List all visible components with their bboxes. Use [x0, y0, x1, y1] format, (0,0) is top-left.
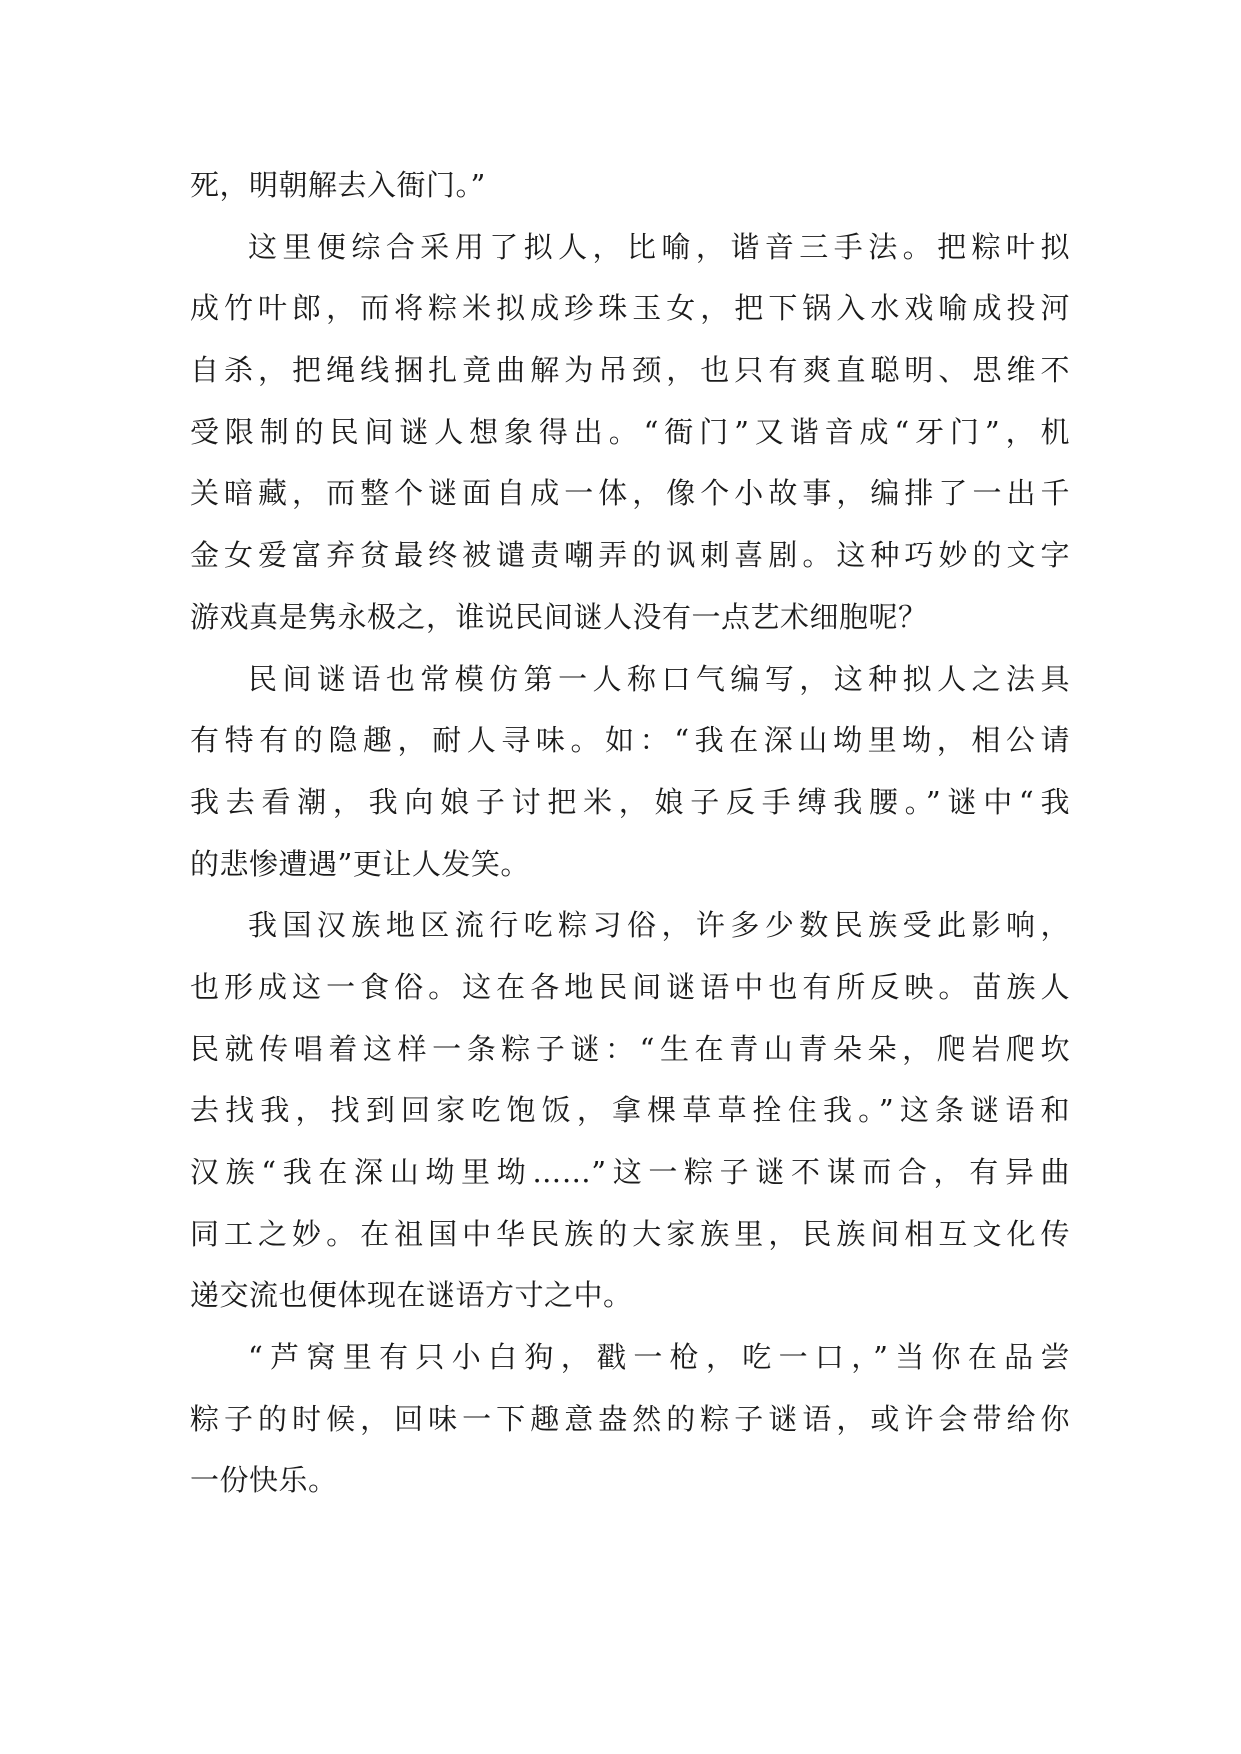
text-line: 一份快乐。: [190, 1463, 338, 1498]
text-line: 的悲惨遭遇”更让人发笑。: [190, 846, 530, 881]
text-line: 有特有的隐趣，耐人寻味。如：“我在深山坳里坳，相公请: [190, 723, 1070, 758]
text-line: 递交流也便体现在谜语方寸之中。: [190, 1278, 633, 1313]
text-line: 我国汉族地区流行吃粽习俗，许多少数民族受此影响，: [248, 908, 1070, 943]
text-line: 死，明朝解去入衙门。”: [190, 168, 486, 202]
text-line: “芦窝里有只小白狗，戳一枪，吃一口，”当你在品尝: [248, 1340, 1070, 1375]
text-line: 游戏真是隽永极之，谁说民间谜人没有一点艺术细胞呢？: [190, 599, 928, 634]
text-line: 自杀，把绳线捆扎竟曲解为吊颈，也只有爽直聪明、思维不: [190, 353, 1070, 388]
text-line: 同工之妙。在祖国中华民族的大家族里，民族间相互文化传: [190, 1216, 1070, 1251]
text-line: 民间谜语也常模仿第一人称口气编写，这种拟人之法具: [248, 661, 1070, 696]
text-line: 去找我，找到回家吃饱饭，拿棵草草拴住我。”这条谜语和: [190, 1093, 1070, 1128]
text-line: 汉族“我在深山坳里坳……”这一粽子谜不谋而合，有异曲: [190, 1155, 1070, 1189]
text-line: 民就传唱着这样一条粽子谜：“生在青山青朵朵，爬岩爬坎: [190, 1031, 1070, 1066]
document-body: [190, 155, 1070, 1512]
text-line: 金女爱富弃贫最终被谴责嘲弄的讽刺喜剧。这种巧妙的文字: [190, 538, 1070, 573]
text-line: 受限制的民间谜人想象得出。“衙门”又谐音成“牙门”，机: [190, 414, 1070, 449]
text-line: 粽子的时候，回味一下趣意盎然的粽子谜语，或许会带给你: [190, 1401, 1070, 1436]
text-line: 也形成这一食俗。这在各地民间谜语中也有所反映。苗族人: [190, 969, 1070, 1004]
text-line: 这里便综合采用了拟人，比喻，谐音三手法。把粽叶拟: [248, 229, 1070, 264]
text-line: 成竹叶郎，而将粽米拟成珍珠玉女，把下锅入水戏喻成投河: [190, 291, 1070, 326]
text-line: 我去看潮，我向娘子讨把米，娘子反手缚我腰。”谜中“我: [190, 784, 1070, 819]
text-line: 关暗藏，而整个谜面自成一体，像个小故事，编排了一出千: [190, 476, 1070, 511]
